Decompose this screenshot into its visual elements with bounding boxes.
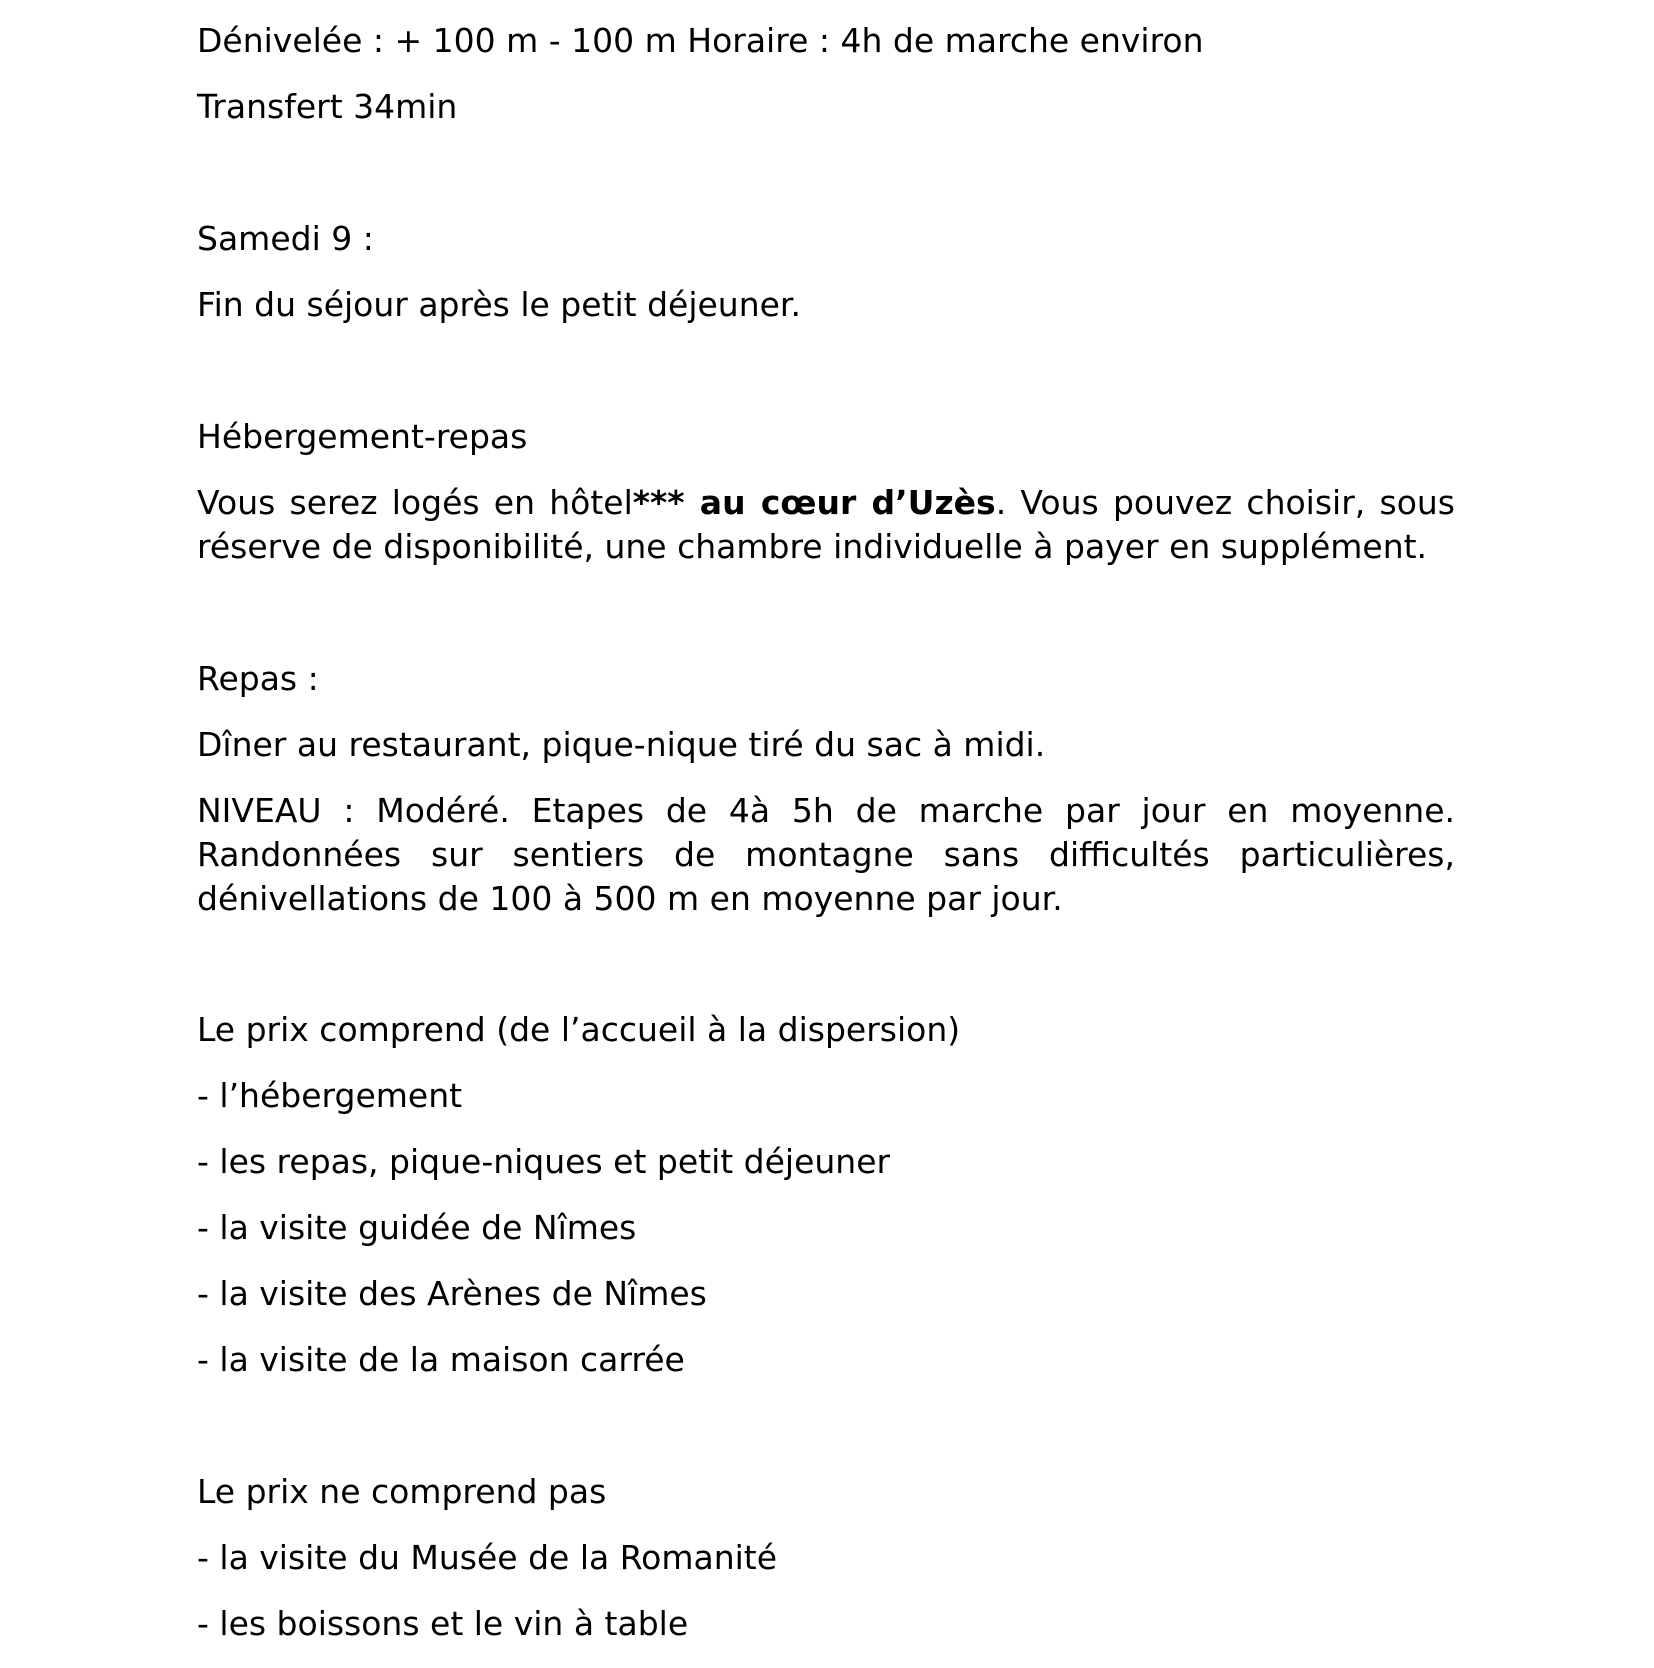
prix-ne-comprend-heading: Le prix ne comprend pas	[197, 1472, 607, 1511]
prix-ne-comprend-item: - la visite du Musée de la Romanité	[197, 1538, 778, 1577]
repas-text: Dîner au restaurant, pique-nique tiré du sac à midi.	[197, 725, 1046, 764]
hebergement-text-after: . Vous pouvez choisir, sous réserve de disponibilité, une chambre individuelle à payer en supplément.	[197, 483, 1455, 566]
samedi-heading: Samedi 9 :	[197, 219, 374, 258]
prix-comprend-item: - la visite guidée de Nîmes	[197, 1208, 637, 1247]
hebergement-heading: Hébergement-repas	[197, 417, 528, 456]
prix-comprend-item: - les repas, pique-niques et petit déjeuner	[197, 1142, 891, 1181]
prix-comprend-heading: Le prix comprend (de l’accueil à la dispersion)	[197, 1010, 961, 1049]
prix-comprend-item: - la visite des Arènes de Nîmes	[197, 1274, 707, 1313]
hebergement-text-bold: *** au cœur d’Uzès	[632, 483, 996, 522]
samedi-text: Fin du séjour après le petit déjeuner.	[197, 285, 801, 324]
prix-comprend-item: - l’hébergement	[197, 1076, 463, 1115]
hebergement-text-before: Vous serez logés en hôtel	[197, 483, 633, 522]
niveau-paragraph: NIVEAU : Modéré. Etapes de 4à 5h de marche par jour en moyenne. Randonnées sur sentiers de montagne sans difficultés particulières, dénivellations de 100 à 500 m en moyenne par jour.	[197, 791, 1455, 918]
hebergement-paragraph	[197, 481, 1455, 569]
repas-heading: Repas :	[197, 659, 319, 698]
denivelee-line: Dénivelée : + 100 m - 100 m Horaire : 4h de marche environ	[197, 21, 1204, 60]
prix-ne-comprend-item: - les boissons et le vin à table	[197, 1604, 689, 1643]
transfert-line: Transfert 34min	[197, 87, 458, 126]
prix-comprend-item: - la visite de la maison carrée	[197, 1340, 685, 1379]
